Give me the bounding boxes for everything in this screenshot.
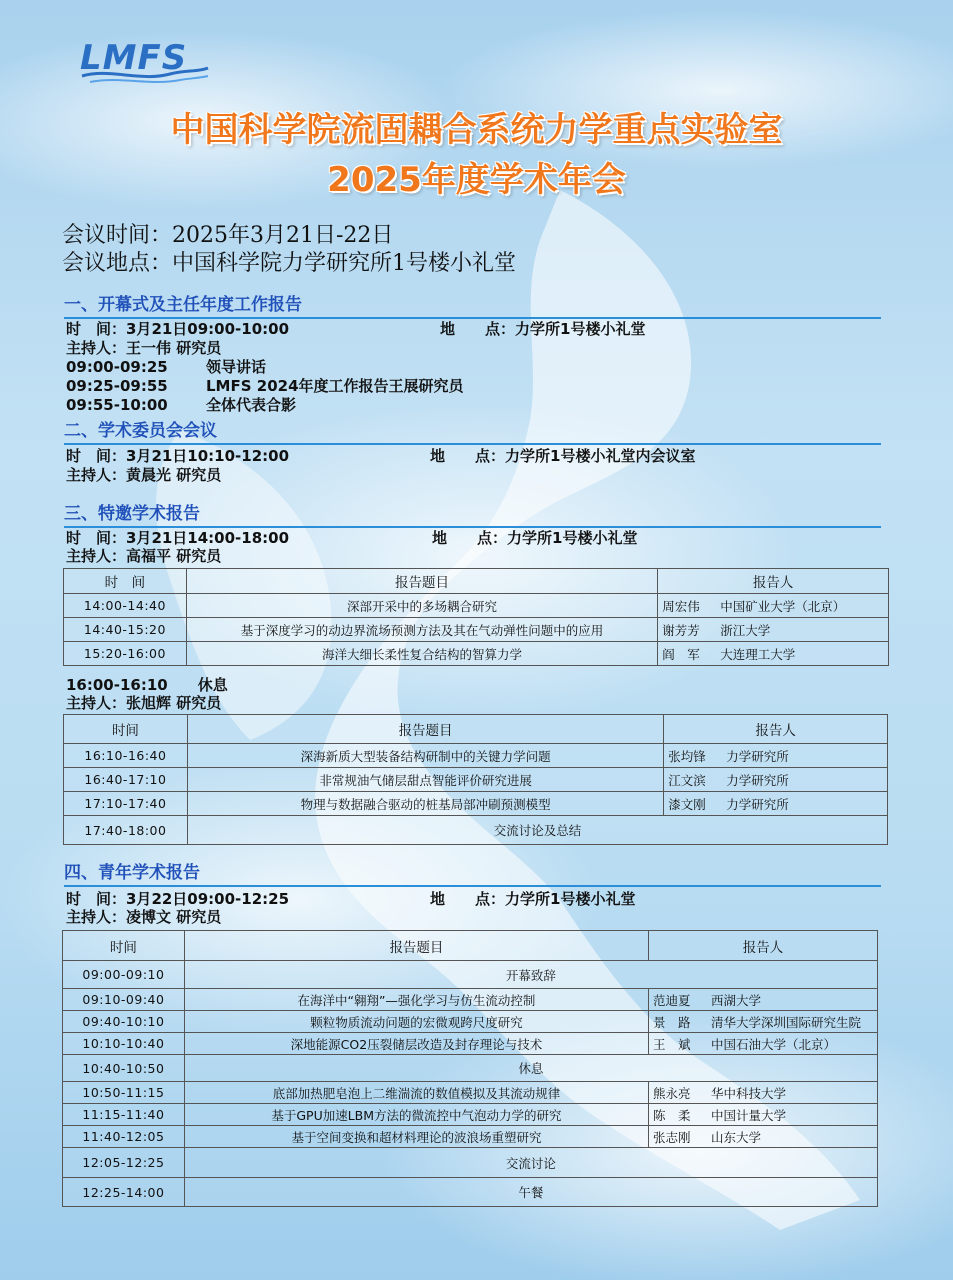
table-row xyxy=(64,744,888,768)
row-closing: 交流讨论及总结 xyxy=(187,816,887,845)
invited-talks-table-2 xyxy=(63,714,888,845)
s4-host: 主持人：凌博文 研究员 xyxy=(66,908,222,926)
row-opening: 开幕致辞 xyxy=(184,961,877,989)
speaker-org: 力学研究所 xyxy=(726,772,789,788)
speaker-org: 清华大学深圳国际研究生院 xyxy=(711,1014,862,1030)
speaker-name: 景 路 xyxy=(653,1014,691,1030)
table-row xyxy=(64,642,889,666)
row-title: 物理与数据融合驱动的桩基局部冲刷预测模型 xyxy=(187,792,663,816)
s4-time: 时 间：3月22日09:00-12:25 xyxy=(66,890,290,908)
row-title: 颗粒物质流动问题的宏微观跨尺度研究 xyxy=(184,1011,648,1033)
s2-location: 地 点：力学所1号楼小礼堂内会议室 xyxy=(430,447,696,465)
row-discussion: 交流讨论 xyxy=(184,1148,877,1178)
row-title: 深地能源CO2压裂储层改造及封存理论与技术 xyxy=(184,1033,648,1055)
speaker-name: 周宏伟 xyxy=(662,598,700,614)
s1-item xyxy=(66,394,296,415)
table-row xyxy=(64,792,888,816)
young-talks-table xyxy=(62,930,878,1207)
s2-time: 时 间：3月21日10:10-12:00 xyxy=(66,447,290,465)
col-header-time: 时间 xyxy=(63,931,185,961)
row-time: 10:10-10:40 xyxy=(63,1033,185,1055)
table-row xyxy=(63,989,878,1011)
s1-location: 地 点：力学所1号楼小礼堂 xyxy=(440,320,646,338)
col-header-title: 报告题目 xyxy=(187,715,663,744)
s3-host: 主持人：高福平 研究员 xyxy=(66,547,222,565)
s2-host: 主持人：黄晨光 研究员 xyxy=(66,466,222,484)
row-speaker xyxy=(649,1033,878,1055)
table-row xyxy=(63,1055,878,1082)
s1-host: 主持人：王一伟 研究员 xyxy=(66,339,222,357)
row-title: 海洋大细长柔性复合结构的智算力学 xyxy=(186,642,657,666)
table-row xyxy=(64,768,888,792)
s1-time: 时 间：3月21日09:00-10:00 xyxy=(66,320,290,338)
speaker-org: 中国石油大学（北京） xyxy=(711,1036,837,1052)
speaker-org: 中国矿业大学（北京） xyxy=(720,598,846,614)
row-time: 09:00-09:10 xyxy=(63,961,185,989)
section-4-heading: 四、青年学术报告 xyxy=(64,858,881,887)
row-speaker xyxy=(664,792,888,816)
row-title: 非常规油气储层甜点智能评价研究进展 xyxy=(187,768,663,792)
s3-time: 时 间：3月21日14:00-18:00 xyxy=(66,529,290,547)
s1-item xyxy=(66,356,266,377)
speaker-name: 谢芳芳 xyxy=(662,622,700,638)
row-speaker xyxy=(658,618,889,642)
row-time: 15:20-16:00 xyxy=(64,642,187,666)
table-row xyxy=(64,816,888,845)
row-time: 10:40-10:50 xyxy=(63,1055,185,1082)
speaker-org: 浙江大学 xyxy=(720,622,771,638)
table-row xyxy=(63,1011,878,1033)
row-speaker xyxy=(649,1104,878,1126)
row-title: 基于空间变换和超材料理论的波浪场重塑研究 xyxy=(184,1126,648,1148)
row-break: 休息 xyxy=(184,1055,877,1082)
row-title: 基于深度学习的动边界流场预测方法及其在气动弹性问题中的应用 xyxy=(186,618,657,642)
lmfs-logo xyxy=(80,38,210,88)
row-title: 基于GPU加速LBM方法的微流控中气泡动力学的研究 xyxy=(184,1104,648,1126)
logo-text: LMFS xyxy=(80,38,188,78)
speaker-name: 王 斌 xyxy=(653,1036,691,1052)
s1-item-time: 09:00-09:25 xyxy=(66,358,168,376)
row-speaker xyxy=(649,989,878,1011)
row-title: 底部加热肥皂泡上二维湍流的数值模拟及其流动规律 xyxy=(184,1082,648,1104)
speaker-org: 中国计量大学 xyxy=(711,1107,787,1123)
table-row xyxy=(64,618,889,642)
conference-subtitle: 2025年度学术年会 xyxy=(327,160,626,200)
row-lunch: 午餐 xyxy=(184,1178,877,1207)
speaker-name: 漆文刚 xyxy=(668,796,706,812)
row-time: 17:10-17:40 xyxy=(64,792,188,816)
row-speaker xyxy=(664,744,888,768)
conference-title: 中国科学院流固耦合系统力学重点实验室 xyxy=(170,110,783,150)
row-time: 11:40-12:05 xyxy=(63,1126,185,1148)
col-header-speaker: 报告人 xyxy=(649,931,878,961)
speaker-org: 华中科技大学 xyxy=(711,1085,787,1101)
table-row xyxy=(64,594,889,618)
row-title: 深海新质大型装备结构研制中的关键力学问题 xyxy=(187,744,663,768)
meeting-venue: 会议地点：中国科学院力学研究所1号楼小礼堂 xyxy=(62,251,516,276)
speaker-org: 山东大学 xyxy=(711,1129,762,1145)
speaker-name: 阎 军 xyxy=(662,646,700,662)
speaker-org: 力学研究所 xyxy=(726,748,789,764)
speaker-org: 大连理工大学 xyxy=(720,646,796,662)
table-row xyxy=(63,961,878,989)
col-header-title: 报告题目 xyxy=(186,569,657,594)
row-time: 11:15-11:40 xyxy=(63,1104,185,1126)
col-header-speaker: 报告人 xyxy=(658,569,889,594)
speaker-name: 张志刚 xyxy=(653,1129,691,1145)
invited-talks-table-1 xyxy=(63,568,889,666)
speaker-name: 范迪夏 xyxy=(653,992,691,1008)
speaker-name: 张均锋 xyxy=(668,748,706,764)
s1-item-text: LMFS 2024年度工作报告王展研究员 xyxy=(206,377,464,395)
row-time: 14:00-14:40 xyxy=(64,594,187,618)
table-row xyxy=(63,1126,878,1148)
col-header-time: 时 间 xyxy=(64,569,187,594)
row-time: 09:40-10:10 xyxy=(63,1011,185,1033)
row-time: 17:40-18:00 xyxy=(64,816,188,845)
row-time: 16:10-16:40 xyxy=(64,744,188,768)
row-time: 09:10-09:40 xyxy=(63,989,185,1011)
table-row xyxy=(63,1104,878,1126)
row-speaker xyxy=(649,1011,878,1033)
row-time: 14:40-15:20 xyxy=(64,618,187,642)
col-header-time: 时间 xyxy=(64,715,188,744)
s1-item xyxy=(66,375,464,396)
col-header-speaker: 报告人 xyxy=(664,715,888,744)
row-time: 10:50-11:15 xyxy=(63,1082,185,1104)
table-row xyxy=(63,1148,878,1178)
speaker-org: 力学研究所 xyxy=(726,796,789,812)
row-title: 在海洋中“翱翔”—强化学习与仿生流动控制 xyxy=(184,989,648,1011)
speaker-name: 熊永亮 xyxy=(653,1085,691,1101)
wave-icon xyxy=(80,38,210,88)
s1-item-text: 领导讲话 xyxy=(206,358,267,376)
table-row xyxy=(63,1082,878,1104)
speaker-name: 陈 柔 xyxy=(653,1107,691,1123)
section-1-heading: 一、开幕式及主任年度工作报告 xyxy=(64,290,881,319)
s3-host-2: 主持人：张旭辉 研究员 xyxy=(66,694,222,712)
speaker-name: 江文滨 xyxy=(668,772,706,788)
row-time: 16:40-17:10 xyxy=(64,768,188,792)
row-speaker xyxy=(658,594,889,618)
row-title: 深部开采中的多场耦合研究 xyxy=(186,594,657,618)
row-speaker xyxy=(649,1082,878,1104)
row-speaker xyxy=(658,642,889,666)
s3-location: 地 点：力学所1号楼小礼堂 xyxy=(432,529,638,547)
table-row xyxy=(63,1178,878,1207)
s3-break: 16:00-16:10 休息 xyxy=(66,676,228,694)
row-speaker xyxy=(664,768,888,792)
meeting-time: 会议时间：2025年3月21日-22日 xyxy=(62,223,394,248)
section-2-heading: 二、学术委员会会议 xyxy=(64,416,881,445)
row-time: 12:25-14:00 xyxy=(63,1178,185,1207)
s1-item-text: 全体代表合影 xyxy=(206,396,297,414)
table-row xyxy=(63,1033,878,1055)
row-speaker xyxy=(649,1126,878,1148)
speaker-org: 西湖大学 xyxy=(711,992,762,1008)
section-3-heading: 三、特邀学术报告 xyxy=(64,499,881,528)
col-header-title: 报告题目 xyxy=(184,931,648,961)
row-time: 12:05-12:25 xyxy=(63,1148,185,1178)
s4-location: 地 点：力学所1号楼小礼堂 xyxy=(430,890,636,908)
s1-item-time: 09:55-10:00 xyxy=(66,396,168,414)
s1-item-time: 09:25-09:55 xyxy=(66,377,168,395)
